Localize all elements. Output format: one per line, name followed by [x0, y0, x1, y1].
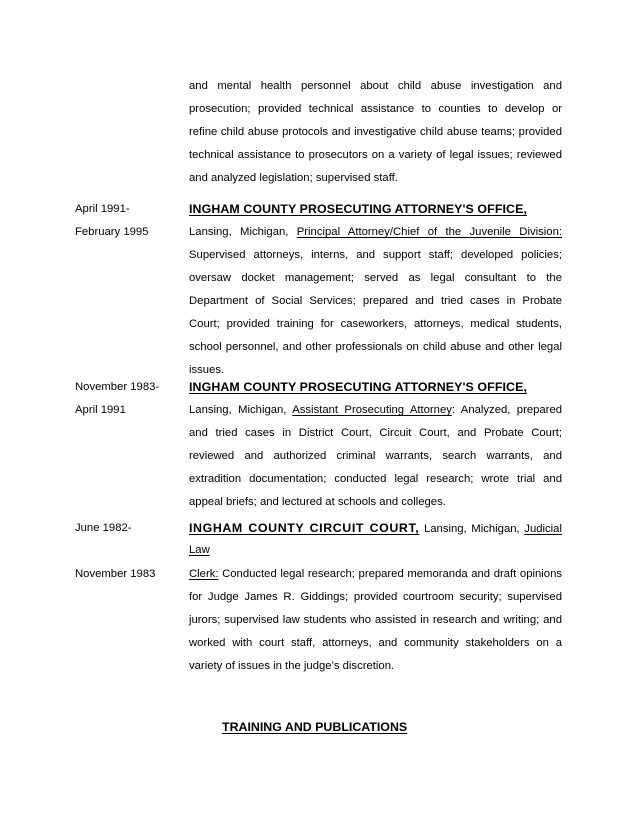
job3-line-3-suffix: Conducted legal research; prepared memoranda and draft opinions — [218, 568, 562, 580]
job1-date-end: February 1995 — [75, 226, 149, 238]
job2-employer: INGHAM COUNTY PROSECUTING ATTORNEY'S OFFICE, — [189, 380, 528, 394]
job2-title: Assistant Prosecuting Attorney — [292, 404, 452, 416]
job3-line-7: variety of issues in the judge’s discretion. — [189, 660, 395, 672]
job2-line-5: appeal briefs; and lectured at schools and colleges. — [189, 496, 446, 508]
intro-line-1: and mental health personnel about child abuse investigation and — [189, 80, 562, 92]
job3-line-3 — [189, 567, 562, 581]
job1-line-5: Court; provided training for caseworkers, attorneys, medical students, — [189, 318, 562, 330]
intro-line-4: technical assistance to prosecutors on a variety of legal issues; reviewed — [189, 149, 562, 161]
job2-line-1-suffix: : Analyzed, prepared — [451, 404, 563, 416]
job3-employer: INGHAM COUNTY CIRCUIT COURT, — [189, 521, 420, 535]
job1-line-4: Department of Social Services; prepared and tried cases in Probate — [189, 295, 562, 307]
job1-line-7: issues. — [189, 364, 225, 376]
job3-date-end: November 1983 — [75, 568, 156, 580]
job2-date-end: April 1991 — [75, 404, 126, 416]
job1-title: Principal Attorney/Chief of the Juvenile Division: — [296, 226, 562, 238]
job2-line-1 — [189, 403, 562, 417]
section-title-training-publications: TRAINING AND PUBLICATIONS — [222, 720, 408, 734]
intro-line-5: and analyzed legislation; supervised staff. — [189, 172, 398, 184]
job3-title-part2: Law — [189, 544, 210, 556]
job2-line-3: reviewed and authorized criminal warrants, search warrants, and — [189, 450, 562, 462]
job3-line-4: for Judge James R. Giddings; provided courtroom security; supervised — [189, 591, 562, 603]
job3-date-start: June 1982- — [75, 522, 132, 534]
intro-line-2: prosecution; provided technical assistance to counties to develop or — [189, 103, 562, 115]
job3-title-part3: Clerk: — [189, 568, 219, 580]
job3-line-2 — [189, 543, 562, 557]
intro-line-3: refine child abuse protocols and investigative child abuse teams; provided — [189, 126, 562, 138]
job1-line-1 — [189, 225, 562, 239]
job1-line-2: Supervised attorneys, interns, and support staff; developed policies; — [189, 249, 562, 261]
job1-line-3: oversaw docket management; served as legal consultant to the — [189, 272, 562, 284]
job1-employer: INGHAM COUNTY PROSECUTING ATTORNEY'S OFFICE, — [189, 202, 528, 216]
job2-line-4: extradition documentation; conducted legal research; wrote trial and — [189, 473, 562, 485]
job2-location: Lansing, Michigan, — [189, 404, 293, 416]
job2-date-start: November 1983- — [75, 381, 160, 393]
job1-date-start: April 1991- — [75, 203, 130, 215]
job3-line-6: worked with court staff, attorneys, and community stakeholders on a — [189, 637, 562, 649]
job2-line-2: and tried cases in District Court, Circuit Court, and Probate Court; — [189, 427, 562, 439]
job1-location: Lansing, Michigan, — [189, 226, 297, 238]
job3-line-1 — [189, 520, 562, 536]
job3-line-5: jurors; supervised law students who assisted in research and writing; and — [189, 614, 562, 626]
job1-line-6: school personnel, and other professionals on child abuse and other legal — [189, 341, 562, 353]
job3-title-part1: Judicial — [524, 523, 562, 535]
job3-location: Lansing, Michigan, — [419, 523, 525, 535]
